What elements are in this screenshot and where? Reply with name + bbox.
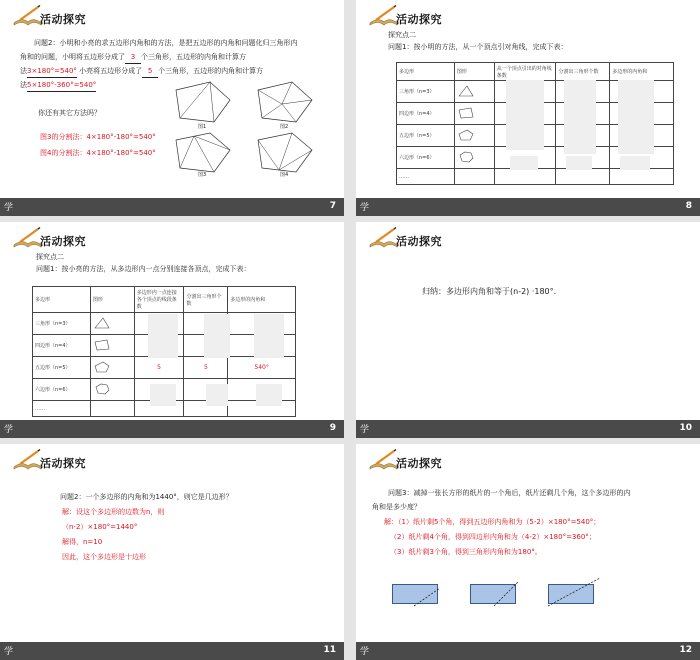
table-header: 分割出三角形个数 — [556, 63, 610, 81]
footer-mark: 学 — [360, 425, 370, 435]
slide-header — [368, 227, 458, 249]
fig3-method: 图3的分割法：4×180°-180°=540° — [40, 133, 156, 141]
pentagon-figure-2 — [252, 78, 316, 128]
blurred-answer — [564, 80, 596, 154]
book-pencil-icon — [368, 227, 398, 249]
answer-cell: 540° — [228, 357, 296, 379]
question-text: 角和是多少度？ — [372, 503, 421, 511]
answer-cell: 5 — [184, 357, 228, 379]
book-pencil-icon — [12, 5, 42, 27]
table-cell: 三角形（n=3） — [33, 313, 91, 335]
blurred-answer — [506, 80, 544, 150]
table-cell: 五边形（n=5） — [33, 357, 91, 379]
blurred-answer — [204, 314, 230, 358]
table-header: 从一个顶点引出的对角线条数 — [494, 63, 556, 81]
shape-cell — [454, 125, 494, 147]
paper-rectangle-1 — [392, 584, 438, 604]
shape-cell — [90, 379, 134, 401]
page-number: 8 — [685, 201, 692, 211]
slide-header — [12, 227, 102, 249]
table-cell: 三角形（n=3） — [397, 81, 455, 103]
header-title: 活动探究 — [396, 235, 442, 248]
figure-label: 图4 — [280, 172, 289, 178]
subtitle: 探究点二 — [36, 253, 64, 261]
shape-cell — [90, 357, 134, 379]
book-pencil-icon — [368, 449, 398, 471]
slide-footer — [356, 642, 700, 660]
header-title: 活动探究 — [396, 13, 442, 26]
paper-rectangle-3 — [548, 584, 594, 604]
footer-mark: 学 — [4, 425, 14, 435]
blurred-answer — [206, 384, 228, 406]
page-number: 12 — [679, 645, 692, 655]
figure-label: 图2 — [280, 124, 289, 130]
footer-mark: 学 — [4, 203, 14, 213]
slide-footer — [0, 642, 344, 660]
page-number: 7 — [329, 201, 336, 211]
table-cell: 四边形（n=4） — [397, 103, 455, 125]
shape-cell — [454, 147, 494, 169]
slide-header — [368, 5, 458, 27]
table-header: 图形 — [90, 287, 134, 313]
blurred-answer — [150, 384, 176, 406]
shape-cell — [454, 81, 494, 103]
table-cell: 四边形（n=4） — [33, 335, 91, 357]
problem-text: 问题2：小明和小亮的求五边形内角和的方法，是把五边形的内角和问题化归三角形内 — [34, 39, 298, 47]
header-title: 活动探究 — [40, 457, 86, 470]
answer-cell: 5 — [134, 357, 184, 379]
question-text: 你还有其它方法吗？ — [38, 109, 101, 117]
page-number: 10 — [679, 423, 692, 433]
footer-mark: 学 — [360, 203, 370, 213]
slide-12[interactable] — [356, 444, 700, 660]
table-header: 多边形的内角和 — [228, 287, 296, 313]
solution-line: 解得，n=10 — [62, 538, 103, 546]
solution-line: 解：（1）纸片剩5个角，得到五边形内角和为（5-2）×180°=540°； — [384, 518, 601, 526]
problem-text: 法5×180°-360°=540° — [20, 80, 96, 92]
slide-11[interactable] — [0, 444, 344, 660]
table-cell: 五边形（n=5） — [397, 125, 455, 147]
question-text: 问题2：一个多边形的内角和为1440°，则它是几边形？ — [60, 493, 233, 501]
blurred-answer — [620, 156, 650, 170]
page-number: 11 — [323, 645, 336, 655]
blurred-answer — [618, 80, 654, 154]
book-pencil-icon — [12, 449, 42, 471]
table-header: 多边形 — [397, 63, 455, 81]
table-header: 分割出三角形个数 — [184, 287, 228, 313]
figure-label: 图1 — [198, 124, 207, 130]
slide-footer — [0, 198, 344, 216]
header-title: 活动探究 — [40, 235, 86, 248]
shape-cell — [90, 335, 134, 357]
slide-header — [368, 449, 458, 471]
table-cell: 六边形（n=6） — [397, 147, 455, 169]
triangle-icon — [457, 85, 475, 97]
cut-line-icon — [470, 584, 516, 604]
book-pencil-icon — [368, 5, 398, 27]
shape-cell — [90, 313, 134, 335]
slide-header — [12, 5, 102, 27]
page-number: 9 — [329, 423, 336, 433]
triangle-icon — [93, 317, 111, 329]
book-pencil-icon — [12, 227, 42, 249]
blurred-answer — [566, 156, 592, 170]
footer-mark: 学 — [4, 647, 14, 657]
header-title: 活动探究 — [396, 457, 442, 470]
table-header: 图形 — [454, 63, 494, 81]
question-text: 问题1：按小明的方法，从一个顶点引对角线，完成下表： — [388, 43, 568, 51]
question-text: 问题1：按小亮的方法，从多边形内一点分别连接各顶点，完成下表： — [36, 265, 251, 273]
table-cell: …… — [397, 169, 455, 185]
slide-8[interactable] — [356, 0, 700, 216]
blurred-answer — [256, 384, 282, 406]
solution-line: 解：设这个多边形的边数为n，则 — [62, 508, 165, 516]
pentagon-figure-1 — [170, 78, 234, 128]
shape-cell — [454, 103, 494, 125]
question-text: 问题3：减掉一张长方形的纸片的一个角后，纸片还剩几个角，这个多边形的内 — [388, 489, 631, 497]
footer-mark: 学 — [360, 647, 370, 657]
cut-line-icon — [392, 584, 438, 604]
solution-line: （2）纸片剩4个角，得到四边形内角和为（4-2）×180°=360°； — [390, 533, 596, 541]
solution-line: （3）纸片剩3个角，得到三角形内角和为180°。 — [390, 548, 542, 556]
table-cell: …… — [33, 401, 91, 417]
quadrilateral-icon — [93, 339, 111, 351]
blurred-answer — [510, 156, 538, 170]
slide-10[interactable] — [356, 222, 700, 438]
table-header: 多边形的内角和 — [610, 63, 674, 81]
problem-text: 角和的问题，小明将五边形分成了 3 个三角形，五边形的内角和计算方 — [20, 52, 246, 64]
slide-7[interactable] — [0, 0, 344, 216]
header-title: 活动探究 — [40, 13, 86, 26]
summary-text: 归纳：多边形内角和等于(n-2) ·180°. — [422, 287, 557, 296]
slide-footer — [0, 420, 344, 438]
blurred-answer — [254, 314, 284, 358]
slide-header — [12, 449, 102, 471]
hexagon-icon — [457, 151, 475, 163]
slide-footer — [356, 198, 700, 216]
pentagon-icon — [93, 361, 111, 373]
table-cell: 六边形（n=6） — [33, 379, 91, 401]
hexagon-icon — [93, 383, 111, 395]
subtitle: 探究点二 — [388, 31, 416, 39]
solution-line: 因此，这个多边形是十边形 — [62, 553, 146, 561]
pentagon-icon — [457, 129, 475, 141]
blurred-answer — [148, 314, 178, 358]
table-header: 多边形 — [33, 287, 91, 313]
cut-line-icon — [548, 584, 594, 604]
solution-line: （n-2）×180°=1440° — [62, 523, 138, 531]
fig4-method: 图4的分割法：4×180°-180°=540° — [40, 149, 156, 157]
slide-footer — [356, 420, 700, 438]
slide-9[interactable] — [0, 222, 344, 438]
quadrilateral-icon — [457, 107, 475, 119]
paper-rectangle-2 — [470, 584, 516, 604]
figure-label: 图3 — [198, 172, 207, 178]
table-header: 多边形内一点连接各个顶点的线段条数 — [134, 287, 184, 313]
problem-text: 法3×180°=540° 小亮将五边形分成了 5 个三角形，五边形的内角和计算方 — [20, 66, 263, 78]
